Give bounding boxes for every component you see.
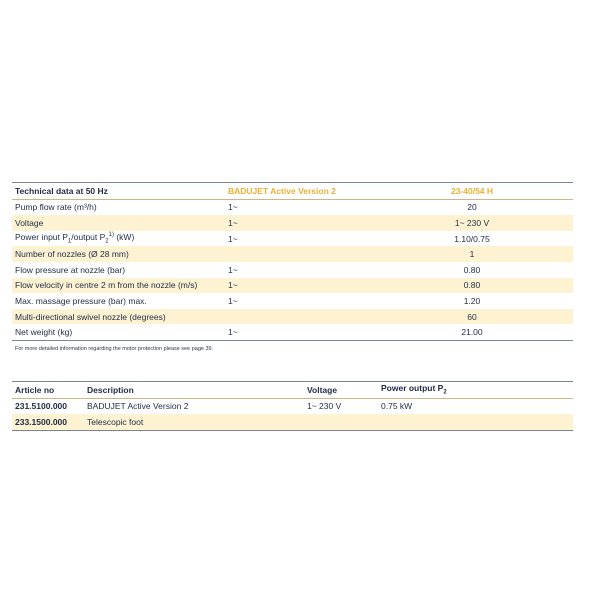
description-header: Description [84,382,304,399]
product-name-header: BADUJET Active Version 2 [225,183,371,200]
row-label: Flow velocity in centre 2 m from the nozzle (m/s) [12,278,225,294]
table-row [12,262,573,278]
row-label: Pump flow rate (m³/h) [15,202,97,213]
row-phase: 1~ [228,233,238,244]
article-power: 0.75 kW [381,401,413,412]
table-row [12,199,573,215]
table-row [12,215,573,231]
subscript: 1 [67,238,72,245]
row-label: Number of nozzles (Ø 28 mm) [12,246,225,262]
table-row [12,246,573,262]
row-value: 20 [467,202,477,213]
technical-data-title: Technical data at 50 Hz [12,183,225,200]
row-value: 1~ 230 V [371,215,573,231]
article-description: BADUJET Active Version 2 [87,401,189,412]
model-header: 23-40/54 H [371,183,573,200]
article-description: Telescopic foot [84,414,304,430]
row-phase: 1~ [225,278,371,294]
row-phase: 1~ [228,264,238,275]
article-header-row [12,382,573,399]
row-value: 60 [371,309,573,325]
table-row [12,324,573,340]
technical-data-header-row [12,183,573,200]
label-part: Power output P [381,383,444,394]
row-label: Multi-directional swivel nozzle (degrees) [12,309,225,325]
label-part: (kW) [113,232,135,243]
row-value: 0.80 [463,264,481,275]
row-phase: 1~ [228,202,238,213]
table-row [12,414,573,430]
article-number: 233.1500.000 [12,414,84,430]
subscript: 2 [105,238,109,245]
subscript: 2 [443,390,447,397]
row-value: 0.80 [371,278,573,294]
table-row [12,278,573,294]
label-part: Power input P [15,232,68,243]
article-power [378,414,573,430]
table-row [12,231,573,247]
row-phase: 1~ [225,215,371,231]
article-voltage [304,414,378,430]
voltage-header: Voltage [304,382,378,399]
label-part: /output P [71,232,106,243]
row-phase [225,309,371,325]
table-row [12,398,573,414]
row-value: 21.00 [371,324,573,340]
table-row [12,293,573,309]
row-label: Net weight (kg) [12,324,225,340]
article-voltage: 1~ 230 V [307,401,342,412]
row-label: Voltage [12,215,225,231]
row-label: Max. massage pressure (bar) max. [15,295,147,306]
row-phase: 1~ [225,324,371,340]
power-output-header [378,382,573,399]
row-value: 1.20 [463,295,481,306]
technical-data-table [12,182,573,341]
row-label-power [12,231,225,247]
row-value: 1 [371,246,573,262]
row-label: Flow pressure at nozzle (bar) [15,264,126,275]
article-number: 231.5100.000 [15,401,67,412]
footnote-text: For more detailed information regarding the motor protection please see page 39. [15,346,214,352]
article-no-header: Article no [12,382,84,399]
table-row [12,309,573,325]
footnote-marker: 1) [108,232,114,239]
row-value: 1.10/0.75 [454,233,490,244]
row-phase: 1~ [228,295,238,306]
row-phase [225,246,371,262]
article-table [12,381,573,431]
